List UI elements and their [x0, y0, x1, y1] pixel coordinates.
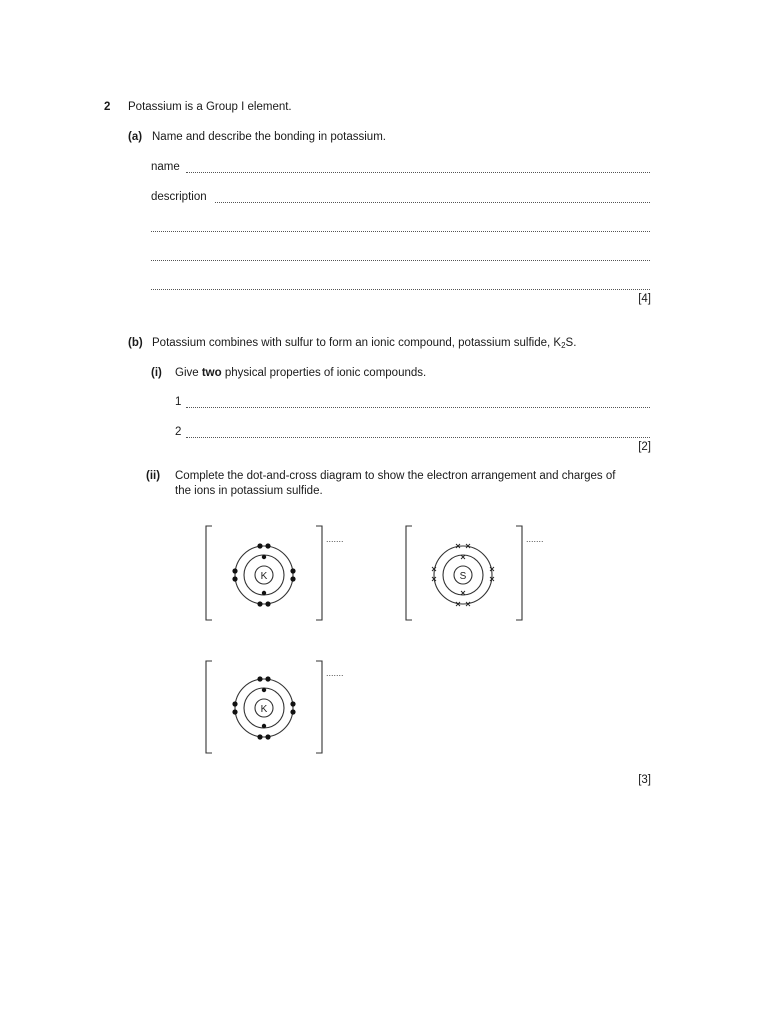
- part-ii-label: (ii): [146, 470, 161, 482]
- part-ii-prompt-line-2: the ions in potassium sulfide.: [175, 485, 323, 497]
- part-i-prompt-end: physical properties of ionic compounds.: [221, 367, 427, 379]
- part-a-label: (a): [128, 131, 143, 143]
- part-i-prompt-bold: two: [201, 367, 222, 379]
- part-i-prompt-text: Give: [175, 367, 202, 379]
- question-number: 2: [104, 101, 111, 113]
- ion-1-symbol: K: [260, 571, 268, 582]
- ion-1-right-bracket: [316, 526, 322, 620]
- part-ii-prompt-line-1: Complete the dot-and-cross diagram to show the electron arrangement and charges of: [175, 470, 616, 482]
- ion-2-right-bracket: [516, 526, 522, 620]
- part-b-prompt-text: Potassium combines with sulfur to form an ionic compound, potassium sulfide, K: [152, 337, 562, 349]
- ion-2-left-bracket: [406, 526, 412, 620]
- question-stem: Potassium is a Group I element.: [128, 101, 292, 113]
- ion-3-right-bracket: [316, 661, 322, 753]
- part-a-marks: [4]: [638, 293, 651, 305]
- name-label: name: [151, 161, 180, 173]
- description-label: description: [151, 191, 207, 203]
- part-a-prompt: Name and describe the bonding in potassium.: [152, 131, 386, 143]
- part-i-marks: [2]: [638, 441, 651, 453]
- ion-2-charge-placeholder[interactable]: .......: [526, 534, 544, 544]
- part-i-label: (i): [151, 367, 162, 379]
- formula-subscript: 2: [561, 341, 566, 350]
- ion-1-left-bracket: [206, 526, 212, 620]
- ion-2-symbol: S: [459, 571, 467, 582]
- property-1-label: 1: [175, 396, 182, 408]
- part-ii-marks: [3]: [638, 774, 651, 786]
- part-b-prompt-end: S.: [565, 337, 577, 349]
- ion-3-symbol: K: [260, 704, 268, 715]
- ion-1-charge-placeholder[interactable]: .......: [326, 534, 344, 544]
- part-b-label: (b): [128, 337, 143, 349]
- property-2-label: 2: [175, 426, 182, 438]
- ion-3-charge-placeholder[interactable]: .......: [326, 668, 344, 678]
- ion-3-left-bracket: [206, 661, 212, 753]
